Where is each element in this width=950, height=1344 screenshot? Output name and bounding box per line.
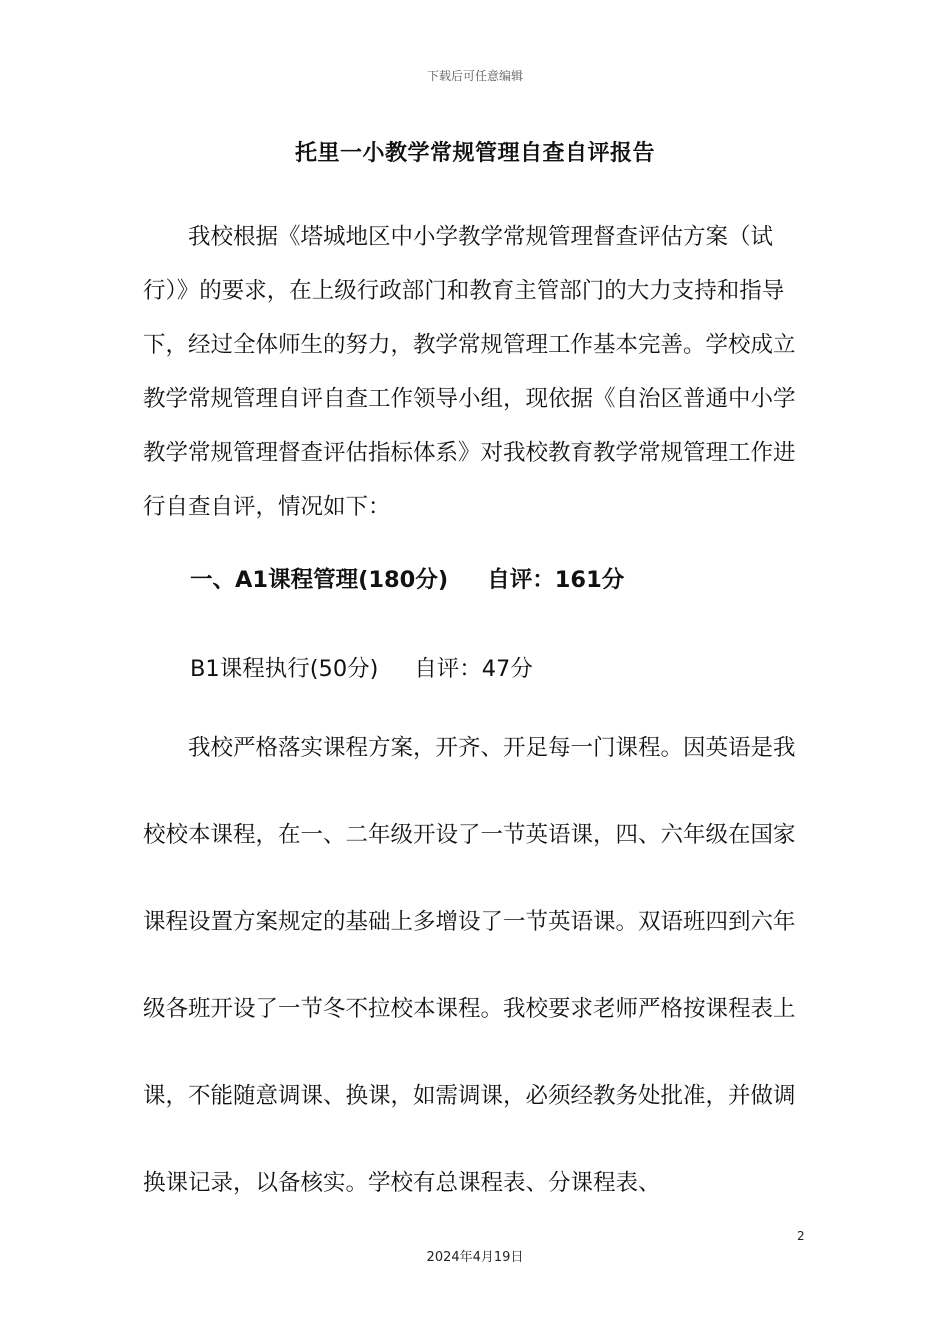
page-footer-date: 2024年4月19日: [426, 1250, 524, 1265]
body-paragraph: 我校严格落实课程方案，开齐、开足每一门课程。因英语是我校校本课程，在一、二年级开设了一节英语课，四、六年级在国家课程设置方案规定的基础上多增设了一节英语课。双语班四到六年级各班开设了一节冬不拉校本课程。我校要求老师严格按课程表上课，不能随意调课、换课，如需调课，必须经教务处批准，并做调换课记录，以备核实。学校有总课程表、分课程表、: [143, 735, 796, 1196]
document-title: 托里一小教学常规管理自查自评报告: [294, 141, 655, 166]
sub-heading: B1课程执行(50分) 自评：47分: [190, 656, 533, 682]
section-heading: 一、A1课程管理(180分) 自评：161分: [190, 567, 625, 593]
page-number: 2: [797, 1229, 805, 1243]
page-header-note: 下载后可任意编辑: [426, 69, 523, 83]
intro-paragraph: 我校根据《塔城地区中小学教学常规管理督查评估方案（试行）》的要求，在上级行政部门和教育主管部门的大力支持和指导下，经过全体师生的努力，教学常规管理工作基本完善。学校成立教学常规管理自评自查工作领导小组，现依据《自治区普通中小学教学常规管理督查评估指标体系》对我校教育教学常规管理工作进行自查自评，情况如下：: [143, 224, 796, 520]
